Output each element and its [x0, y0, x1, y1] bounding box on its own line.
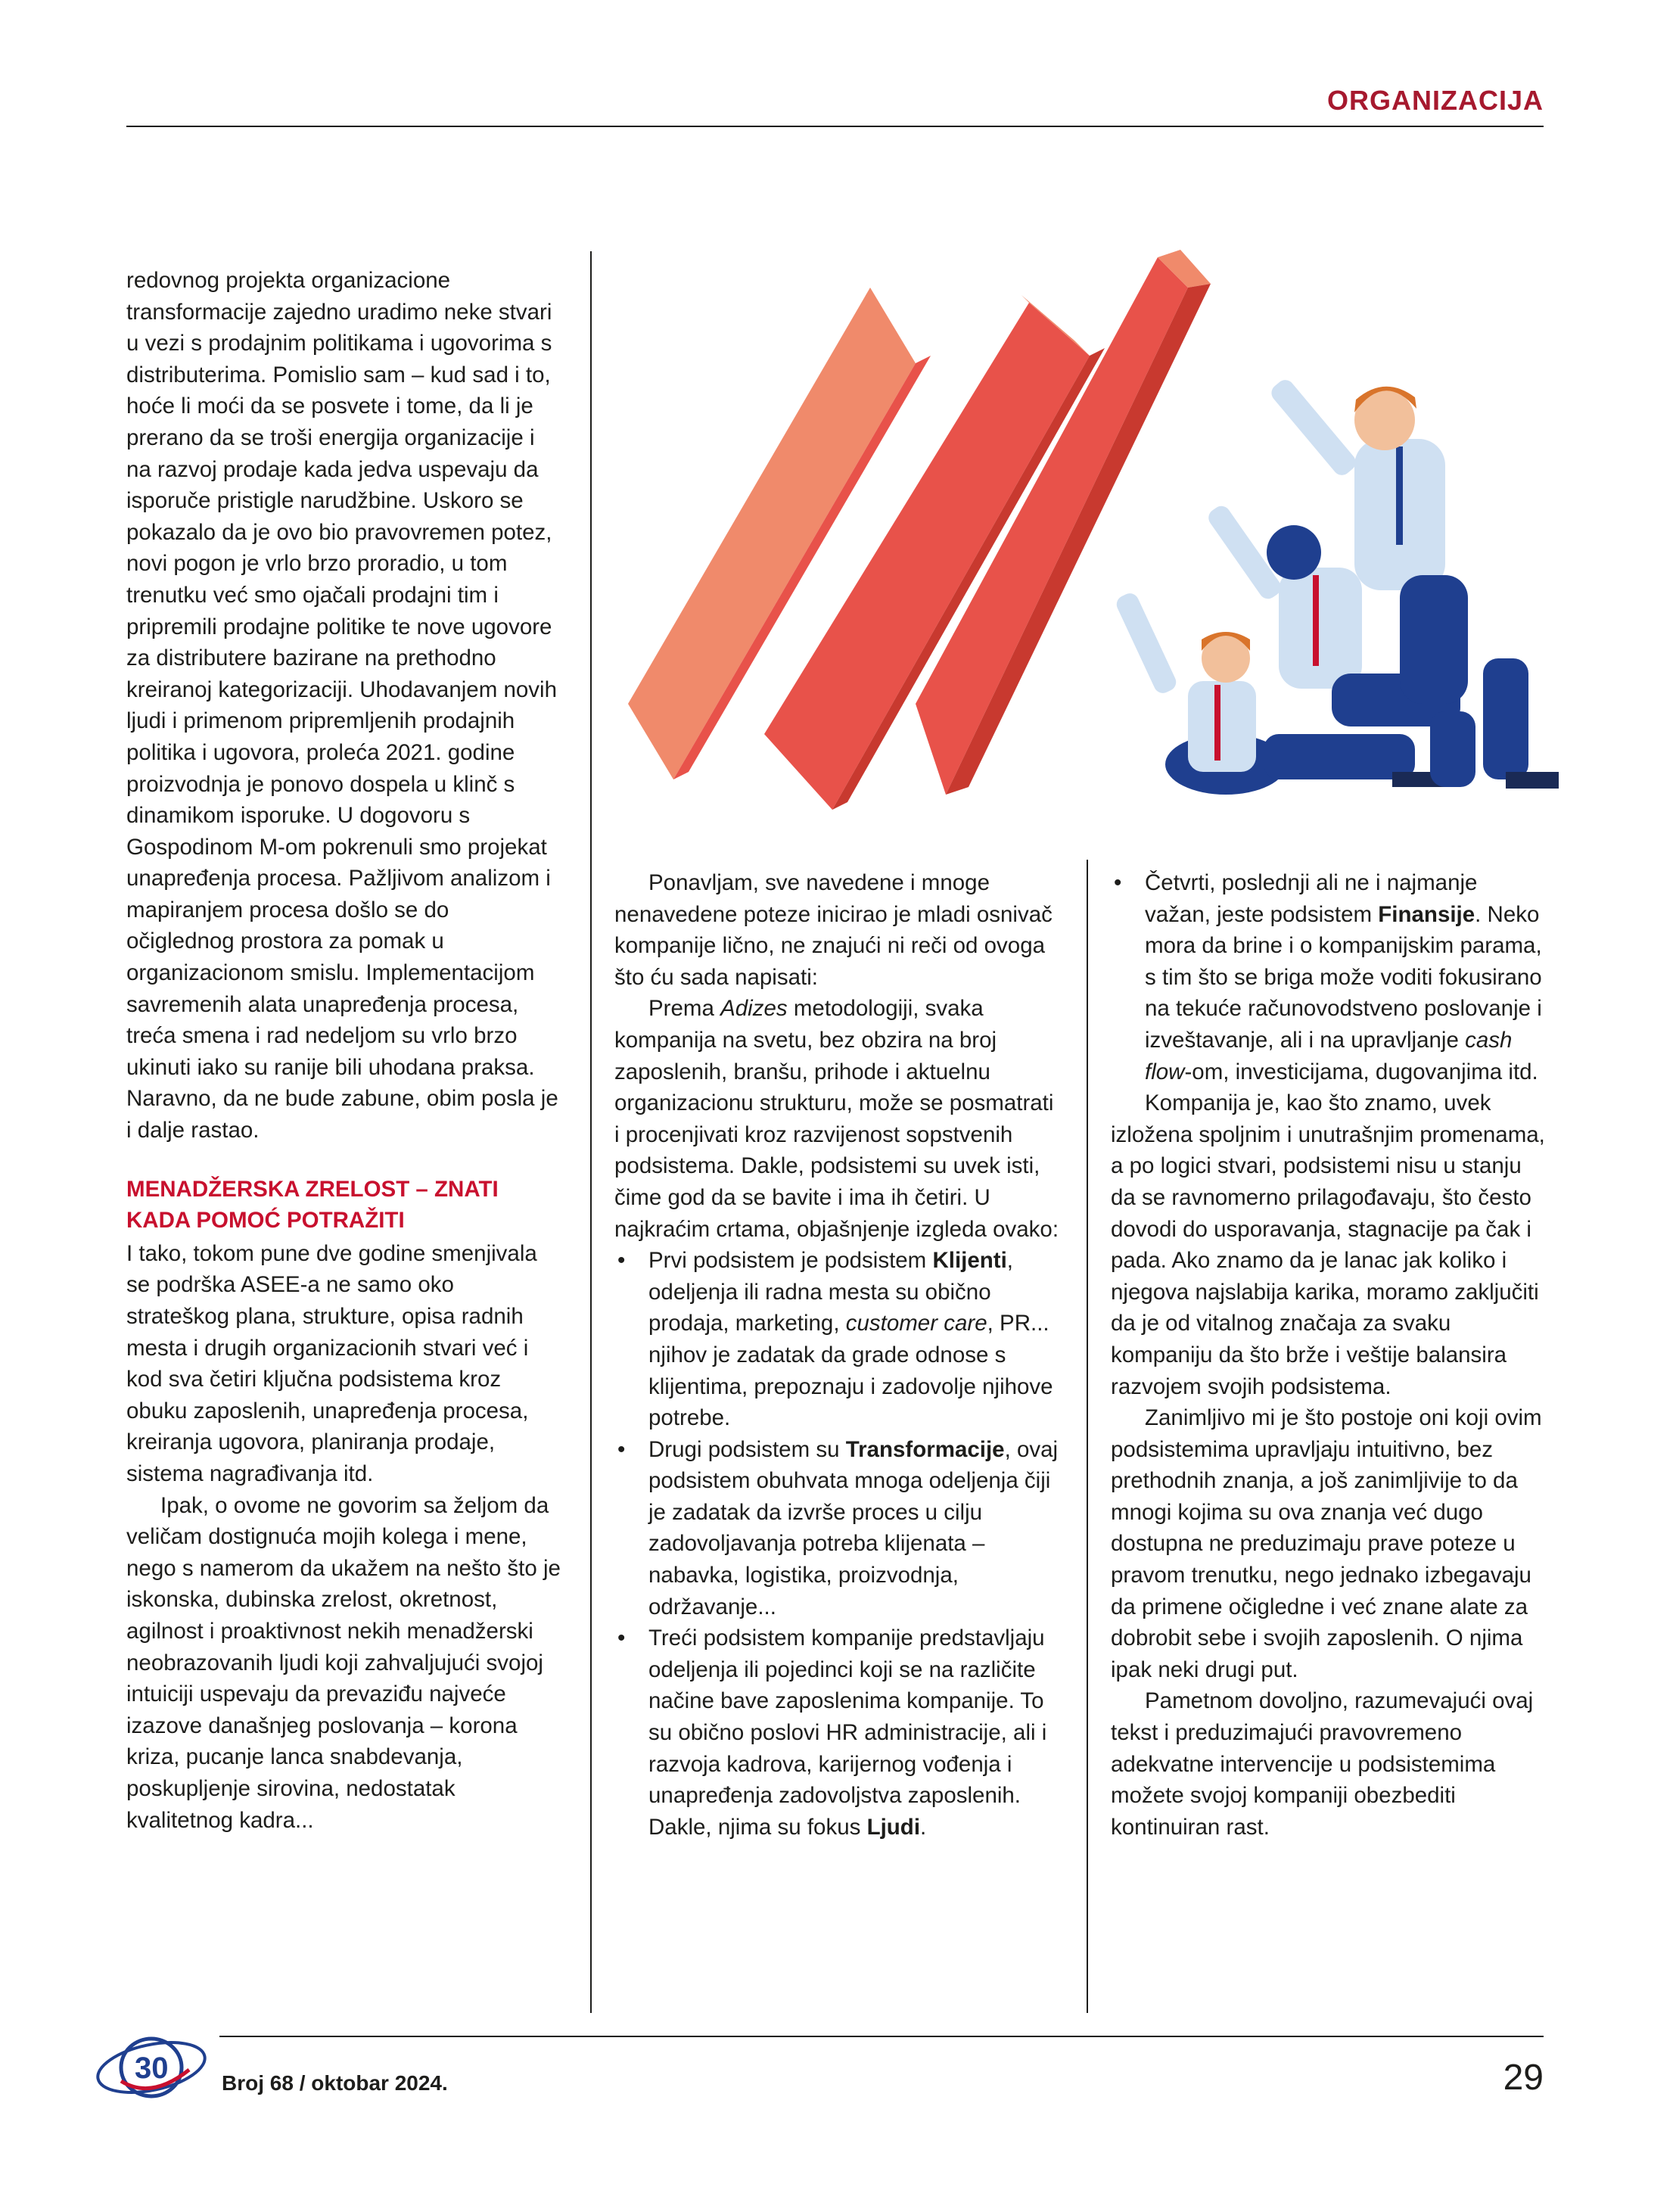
- issue-info: Broj 68 / oktobar 2024.: [222, 2071, 448, 2095]
- col1-paragraph-1: redovnog projekta organizacione transformacije zajedno uradimo neke stvari u vezi s prodajnim politikama i ugovorima s distributerima. Pomislio sam – kud sad i to, hoće li moći da se posvete i tome, da li je prerano da se troši energija organizacije i na razvoj prodaje kada jedva uspevaju da isporuče pristigle narudžbine. Uskoro se pokazalo da je ovo bio pravovremen potez, novi pogon je vrlo brzo proradio, u tom trenutku već smo ojačali prodajni tim i pripremili prodajne politike te nove ugovore za distributere bazirane na prethodno kreiranoj kategorizaciji. Uhodavanjem novih ljudi i primenom pripremljenih prodajnih politika i ugovora, proleća 2021. godine proizvodnja je ponovo dospela u klinč s dinamikom isporuke. U dogovoru s Gospodinom M-om pokrenuli smo projekat unapređenja procesa. Pažljivom analizom i mapiranjem procesa došlo se do očiglednog prostora za pomak u organizacionom smislu. Implementacijom savremenih alata unapređenja procesa, treća smena i rad nedeljom su vrlo brzo ukinuti iako su ranije bili uhodana praksa. Naravno, da ne bude zabune, obim posla je i dalje rastao.: [126, 268, 558, 1143]
- column-rule-1: [590, 251, 592, 2013]
- svg-text:30: 30: [135, 2052, 169, 2085]
- col3-paragraph-3: Pametnom dovoljno, razumevajući ovaj tekst i preduzimajući pravovremeno adekvatne intervencije u podsistemima možete svojoj kompaniji obezbediti kontinuiran rast.: [1111, 1688, 1534, 1840]
- col2-paragraph-1: Ponavljam, sve navedene i mnoge nenavedene poteze inicirao je mladi osnivač kompanije lično, ne znajući ni reči od ovoga što ću sada napisati:: [614, 870, 1053, 990]
- list-item-clients: • Prvi podsistem je podsistem Klijenti, odeljenja ili radna mesta su obično prodaja, marketing, customer care, PR... njihov je zadatak da grade odnose s klijentima, prepoznaju i zadovolje njihove potrebe.: [614, 1245, 1061, 1434]
- col1-paragraph-2: I tako, tokom pune dve godine smenjivala se podrška ASEE-a ne samo oko strateškog plana, strukture, opisa radnih mesta i drugih organizacionih stvari već i kod sva četiri ključna podsistema kroz obuku zaposlenih, unapređenja procesa, kreiranja ugovora, planiranja prodaje, sistema nagrađivanja itd.: [126, 1240, 537, 1486]
- col2-paragraph-2: Prema Adizes metodologiji, svaka kompanija na svetu, bez obzira na broj zaposlenih, branšu, prihode i aktuelnu organizacionu strukturu, može se posmatrati i procenjivati kroz razvijenost sopstvenih podsistema. Dakle, podsistemi su uvek isti, čime god da se bavite i ima ih četiri. U najkraćim crtama, objašnjenje izgleda ovako:: [614, 996, 1059, 1242]
- section-label: ORGANIZACIJA: [1326, 85, 1544, 116]
- col3-paragraph-2: Zanimljivo mi je što postoje oni koji ovim podsistemima upravljaju intuitivno, bez prethodnih znanja, a još zanimljivije to da mnogi kojima su ova znanja već dugo dostupna ne preduzimaju prave poteze u pravom trenutku, nego jednako izbegavaju da primene očigledne i već znane alate za dobrobit sebe i svojih zaposlenih. O njima ipak neki drugi put.: [1111, 1405, 1542, 1682]
- header-rule: [126, 126, 1544, 127]
- column-1: [126, 265, 561, 1836]
- list-item-transformations: • Drugi podsistem su Transformacije, ovaj podsistem obuhvata mnoga odeljenja čiji je zadatak da izvrše proces u cilju zadovoljavanja potreba klijenata – nabavka, logistika, proizvodnja, održavanje...: [614, 1434, 1061, 1623]
- subsystems-list-continued: [1111, 867, 1546, 1087]
- section-heading: MENADŽERSKA ZRELOST – ZNATI KADA POMOĆ POTRAŽITI: [126, 1176, 499, 1234]
- subsystems-list: [614, 1245, 1061, 1843]
- list-item-finances: • Četvrti, poslednji ali ne i najmanje važan, jeste podsistem Finansije. Neko mora da brine i o kompanijskim parama, s tim što se briga može voditi fokusirano na tekuće računovodstveno poslovanje i izveštavanje, ali i na upravljanje cash flow-om, investicijama, dugovanjima itd.: [1111, 867, 1546, 1087]
- list-item-people: • Treći podsistem kompanije predstavljaju odeljenja ili pojedinci koji se na različite načine bave zaposlenima kompanije. To su obično poslovi HR administracije, ali i razvoja kadrova, karijernog vođenja i unapređenja zadovoljstva zaposlenih. Dakle, njima su fokus Ljudi.: [614, 1622, 1061, 1843]
- footer-rule: [219, 2036, 1544, 2037]
- column-3: [1111, 867, 1546, 1843]
- column-2: [614, 867, 1061, 1843]
- dominoes-illustration: [613, 250, 1574, 810]
- magazine-logo: [91, 2028, 212, 2104]
- page-number: 29: [1503, 2058, 1544, 2098]
- col3-paragraph-1: Kompanija je, kao što znamo, uvek izložena spoljnim i unutrašnjim promenama, a po logici stvari, podsistemi nisu u stanju da se ravnomerno prilagođavaju, što često dovodi do usporavanja, stagnacije pa čak i pada. Ako znamo da je lanac jak koliko i njegova najslabija karika, moramo zaključiti da je od vitalnog značaja za svaku kompaniju da što brže i veštije balansira razvojem svojih podsistema.: [1111, 1090, 1545, 1399]
- column-rule-2: [1087, 860, 1088, 2013]
- col1-paragraph-3: Ipak, o ovome ne govorim sa željom da veličam dostignuća mojih kolega i mene, nego s namerom da ukažem na nešto što je iskonska, dubinska zrelost, okretnost, agilnost i proaktivnost nekih menadžerski neobrazovanih ljudi koji zahvaljujući svojoj intuiciji uspevaju da prevaziđu najveće izazove današnjeg poslovanja – korona kriza, pucanje lanca snabdevanja, poskupljenje sirovina, nedostatak kvalitetnog kadra...: [126, 1492, 561, 1833]
